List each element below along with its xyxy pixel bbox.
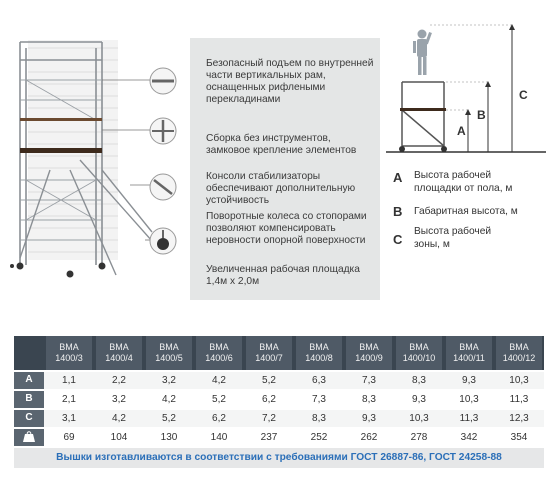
feature-platform-size: Увеличенная рабочая площадка 1,4м х 2,0м xyxy=(206,264,360,287)
table-cell: 69 xyxy=(63,432,75,443)
table-cell: 6,3 xyxy=(312,375,326,386)
model-number: 1400/11 xyxy=(453,353,485,363)
worker-figure xyxy=(413,30,432,76)
table-cell: 5,2 xyxy=(262,375,276,386)
rung-detail-icon xyxy=(148,66,178,96)
table-header-model xyxy=(194,342,244,364)
table-cell: 9,3 xyxy=(462,375,476,386)
model-number: 1400/12 xyxy=(502,353,536,363)
table-cell: 104 xyxy=(110,432,128,443)
table-cell: 3,2 xyxy=(112,394,126,405)
model-series: ВМА xyxy=(409,342,429,352)
gost-compliance-note: Вышки изготавливаются в соответствии с требованиями ГОСТ 26887-86, ГОСТ 24258-88 xyxy=(56,452,502,463)
feature-safe-climb: Безопасный подъем по внутренней части вертикальных рам, оснащенных рифлеными перекладинами xyxy=(206,58,374,105)
model-number: 1400/6 xyxy=(205,353,233,363)
weight-icon xyxy=(22,431,36,443)
table-cell: 6,2 xyxy=(262,394,276,405)
dimension-label-c: C xyxy=(519,88,528,102)
row-label: A xyxy=(25,374,33,385)
table-cell: 9,3 xyxy=(412,394,426,405)
table-cell: 342 xyxy=(460,432,478,443)
table-header-model xyxy=(144,342,194,364)
model-number: 1400/5 xyxy=(155,353,183,363)
table-cell: 9,3 xyxy=(362,413,376,424)
feature-stabilizers: Консоли стабилизаторы обеспечивают дополнительную устойчивость xyxy=(206,171,356,206)
table-header-model xyxy=(44,342,94,364)
table-cell: 4,2 xyxy=(212,375,226,386)
model-series: ВМА xyxy=(509,342,529,352)
table-header-model xyxy=(94,342,144,364)
table-cell: 278 xyxy=(410,432,428,443)
legend-text-a: Высота рабочей площадки от пола, м xyxy=(414,170,513,194)
table-cell: 140 xyxy=(210,432,228,443)
table-cell: 1,1 xyxy=(62,375,76,386)
table-cell: 3,2 xyxy=(162,375,176,386)
table-cell: 12,3 xyxy=(509,413,529,424)
model-series: ВМА xyxy=(309,342,329,352)
table-header-model xyxy=(444,342,494,364)
model-number: 1400/3 xyxy=(55,353,83,363)
table-cell: 7,2 xyxy=(262,413,276,424)
legend-text-b: Габаритная высота, м xyxy=(414,206,518,217)
model-number: 1400/10 xyxy=(402,353,436,363)
table-header-model xyxy=(394,342,444,364)
table-cell: 2,1 xyxy=(62,394,76,405)
legend-letter-b: B xyxy=(393,204,403,219)
table-cell: 7,3 xyxy=(362,375,376,386)
table-cell: 8,3 xyxy=(412,375,426,386)
table-header-model xyxy=(494,342,544,364)
row-label: C xyxy=(25,412,33,423)
model-series: ВМА xyxy=(209,342,229,352)
table-cell: 6,2 xyxy=(212,413,226,424)
table-cell: 5,2 xyxy=(162,413,176,424)
feature-tool-free-assembly: Сборка без инструментов, замковое крепление элементов xyxy=(206,133,357,156)
table-cell: 7,3 xyxy=(312,394,326,405)
model-number: 1400/4 xyxy=(105,353,133,363)
caster-wheel-detail-icon xyxy=(148,226,178,256)
model-series: ВМА xyxy=(459,342,479,352)
table-cell: 11,3 xyxy=(509,394,529,405)
table-cell: 4,2 xyxy=(112,413,126,424)
table-header-model xyxy=(244,342,294,364)
feature-caster-wheels: Поворотные колеса со стопорами позволяют компенсировать неровности опорной поверхности xyxy=(206,211,367,246)
table-cell: 11,3 xyxy=(459,413,479,424)
model-series: ВМА xyxy=(259,342,279,352)
work-platform xyxy=(20,148,102,153)
lock-joint-detail-icon xyxy=(148,116,178,146)
dimension-label-b: B xyxy=(477,108,486,122)
model-number: 1400/8 xyxy=(305,353,333,363)
stabilizer-detail-icon xyxy=(148,172,178,202)
table-cell: 262 xyxy=(360,432,378,443)
model-number: 1400/7 xyxy=(255,353,283,363)
model-series: ВМА xyxy=(159,342,179,352)
table-cell: 10,3 xyxy=(509,375,529,386)
model-series: ВМА xyxy=(359,342,379,352)
table-cell: 10,3 xyxy=(459,394,479,405)
dimension-label-a: A xyxy=(457,124,466,138)
table-cell: 3,1 xyxy=(62,413,76,424)
table-cell: 354 xyxy=(510,432,528,443)
table-cell: 5,2 xyxy=(212,394,226,405)
row-label: B xyxy=(25,393,33,404)
table-cell: 8,3 xyxy=(362,394,376,405)
table-cell: 4,2 xyxy=(162,394,176,405)
legend-letter-a: A xyxy=(393,170,403,185)
table-cell: 10,3 xyxy=(409,413,429,424)
model-series: ВМА xyxy=(59,342,79,352)
table-cell: 2,2 xyxy=(112,375,126,386)
table-cell: 8,3 xyxy=(312,413,326,424)
legend-letter-c: C xyxy=(393,232,403,247)
table-cell: 252 xyxy=(310,432,328,443)
table-cell: 130 xyxy=(160,432,178,443)
model-number: 1400/9 xyxy=(355,353,383,363)
legend-text-c: Высота рабочей зоны, м xyxy=(414,226,492,250)
table-header-model xyxy=(294,342,344,364)
table-header-model xyxy=(344,342,394,364)
model-series: ВМА xyxy=(109,342,129,352)
table-cell: 237 xyxy=(260,432,278,443)
